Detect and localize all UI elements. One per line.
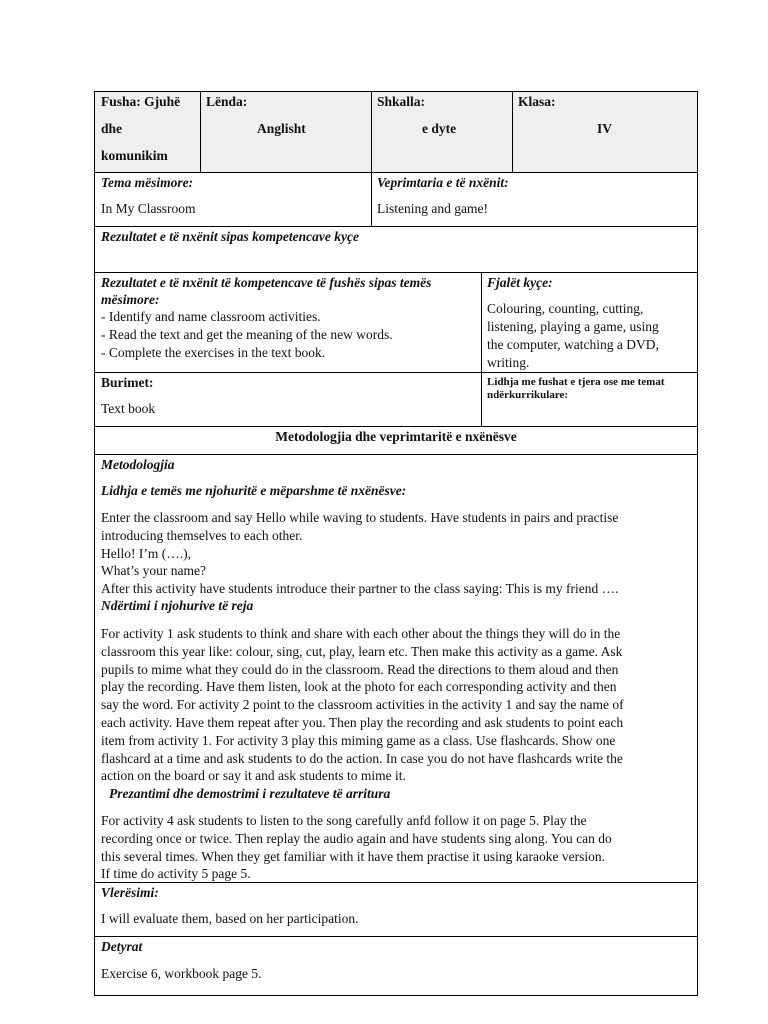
metodologjia-header: Metodologjia dhe veprimtaritë e nxënësve [275,429,517,444]
text-line: action on the board or say it and ask students to mime it. [101,768,406,784]
text-line: flashcard at a time and ask students to do the action. In case you do not have flashcards write the [101,750,623,766]
text-line: this several times. When they get familiar with it have them practise it using karaoke version. [101,848,605,864]
tema-label: Tema mësimore: [101,175,194,190]
burimet-label: Burimet: [101,375,154,390]
veprimtaria-value: Listening and game! [377,201,488,216]
ndertimi-paragraph [101,625,691,785]
intro-paragraph [101,509,691,598]
fusha-line2: dhe [101,121,123,136]
text-line: say the word. For activity 2 point to the classroom activities in the activity 1 and say the name of [101,697,624,713]
rezultatet-item: - Read the text and get the meaning of the new words. [101,327,393,342]
vleresimi-label: Vlerësimi: [101,885,159,900]
tema-row [95,173,697,227]
text-line: each activity. Have them repeat after you. Then play the recording and ask students to point each [101,714,624,730]
metodologjia-label: Metodologjia [101,457,175,472]
rezultatet-item: - Identify and name classroom activities. [101,309,321,324]
burimet-value: Text book [101,401,156,416]
prezantimi-paragraph [101,812,691,883]
lenda-label: Lënda: [206,94,248,109]
text-line: For activity 1 ask students to think and share with each other about the things they will do in the [101,626,621,641]
metodologjia-header-row [95,427,697,455]
tema-value: In My Classroom [101,201,196,216]
text-line: item from activity 1. For activity 3 play this miming game as a class. Use flashcards. Show one [101,732,616,748]
text-line: Enter the classroom and say Hello while waving to students. Have students in pairs and practise [101,510,619,525]
text-line: recording once or twice. Then replay the audio again and have students sing along. You can do [101,830,612,846]
text-line: If time do activity 5 page 5. [101,866,251,882]
lidhja-temes-label: Lidhja e temës me njohuritë e mëparshme të nxënësve: [101,483,407,498]
rezultatet-fushes-row [95,273,697,373]
text-line: What’s your name? [101,563,206,579]
shkalla-label: Shkalla: [377,94,426,109]
prezantimi-label: Prezantimi dhe demostrimi i rezultateve të arritura [109,786,391,801]
ndertimi-label: Ndërtimi i njohurive të reja [101,598,254,613]
fjalet-line: the computer, watching a DVD, [487,337,659,352]
metodologjia-row [95,455,697,883]
rezultatet-kyce-row [95,227,697,273]
text-line: pupils to mime what they could do in the classroom. Read the directions to them aloud and then [101,661,619,677]
fjalet-line: writing. [487,355,530,370]
rezultatet-fushes-label-1: Rezultatet e të nxënit të kompetencave të fushës sipas temës [101,275,432,290]
burimet-row [95,373,697,427]
klasa-value: IV [597,121,613,136]
fjalet-line: Colouring, counting, cutting, [487,301,644,316]
detyrat-row [95,937,697,995]
lidhja-label-1: Lidhja me fushat e tjera ose me temat [487,376,665,388]
text-line: Hello! I’m (….), [101,545,191,561]
detyrat-value: Exercise 6, workbook page 5. [101,966,262,981]
vleresimi-row [95,883,697,937]
rezultatet-kyce-label: Rezultatet e të nxënit sipas kompetencave kyçe [101,229,359,244]
veprimtaria-label: Veprimtaria e të nxënit: [377,175,509,190]
lenda-value: Anglisht [257,121,306,136]
shkalla-value: e dyte [422,121,457,136]
detyrat-label: Detyrat [101,939,143,954]
text-line: play the recording. Have them listen, look at the photo for each corresponding activity and then [101,679,617,695]
klasa-label: Klasa: [518,94,556,109]
fjalet-line: listening, playing a game, using [487,319,659,334]
vleresimi-value: I will evaluate them, based on her participation. [101,911,359,926]
lidhja-label-2: ndërkurrikulare: [487,389,569,401]
rezultatet-fushes-label-2: mësimore: [101,292,160,307]
fusha-line3: komunikim [101,148,168,163]
text-line: After this activity have students introduce their partner to the class saying: This is my friend …. [101,581,619,597]
text-line: For activity 4 ask students to listen to the song carefully anfd follow it on page 5. Play the [101,813,587,828]
header-row [95,92,697,173]
text-line: introducing themselves to each other. [101,527,303,543]
rezultatet-item: - Complete the exercises in the text book. [101,345,326,360]
fjalet-label: Fjalët kyçe: [487,275,553,290]
lesson-plan-table [94,91,698,996]
text-line: classroom this year like: colour, sing, cut, play, learn etc. Then make this activity as a game. Ask [101,643,623,659]
fusha-label: Fusha: Gjuhë [101,94,181,109]
